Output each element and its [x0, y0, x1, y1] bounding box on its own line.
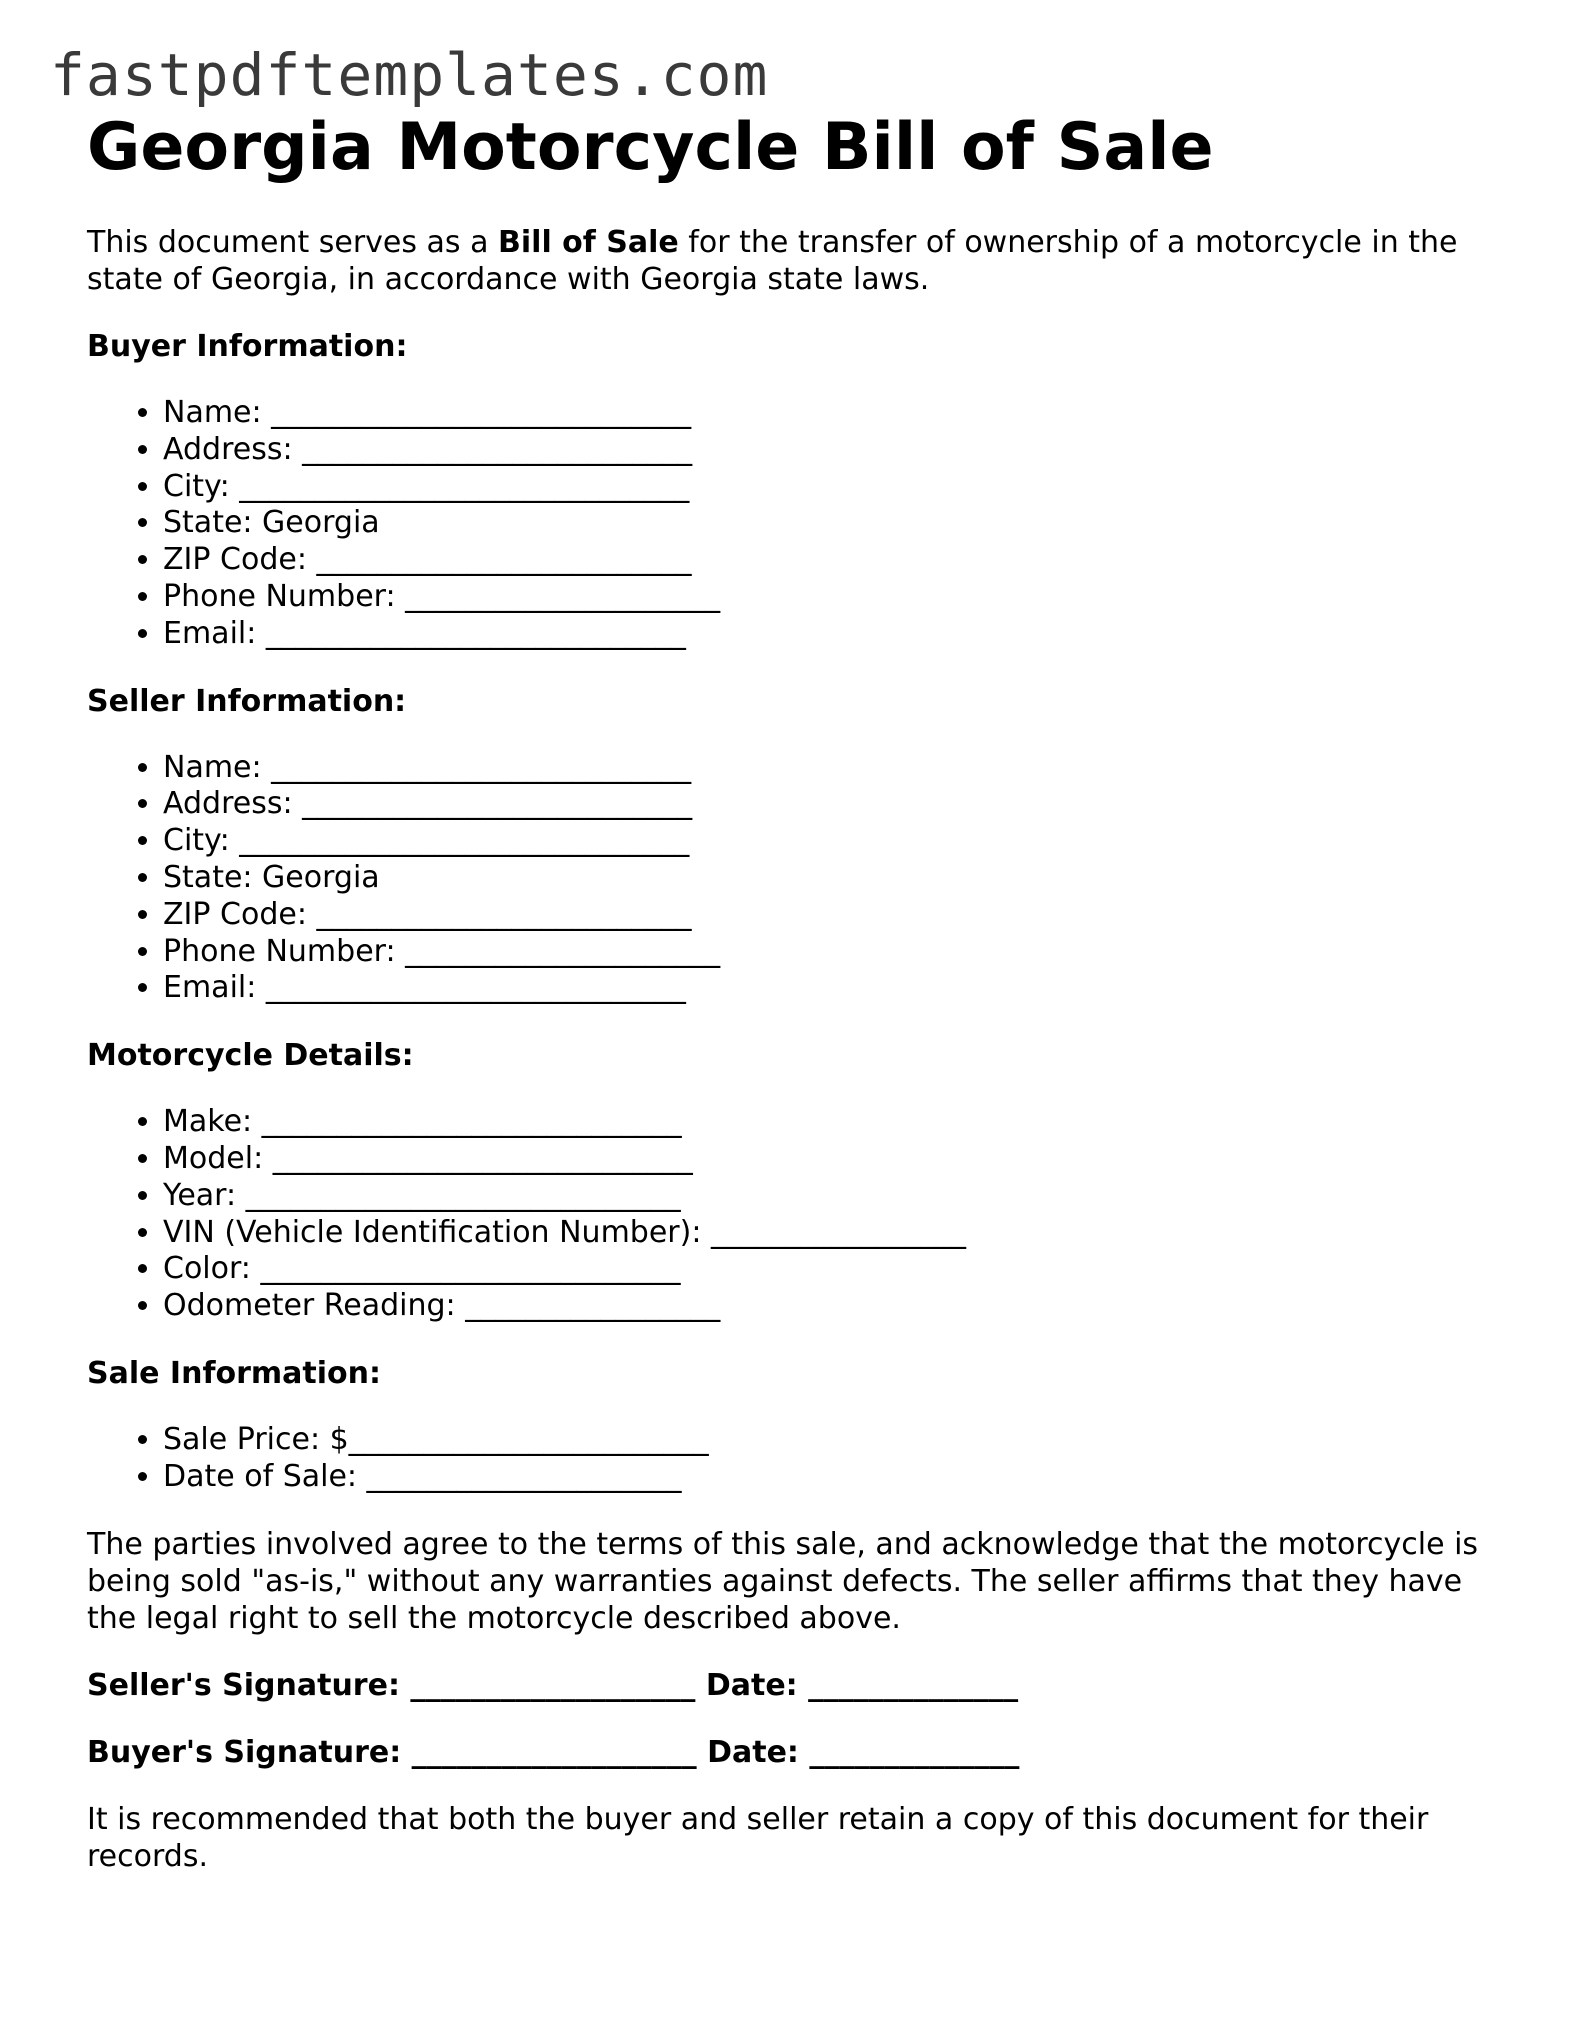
sale-section-heading: Sale Information:	[87, 1355, 381, 1391]
intro-bold-text: Bill of Sale	[498, 225, 679, 260]
buyer-section-heading: Buyer Information:	[87, 329, 408, 364]
motorcycle-field-list	[87, 1104, 1487, 1325]
seller-name-field: • Name: ____________________________	[163, 750, 1487, 787]
seller-section-heading: Seller Information:	[87, 683, 407, 719]
document-title: Georgia Motorcycle Bill of Sale	[87, 110, 1214, 185]
buyer-name-field: • Name: ____________________________	[163, 395, 1487, 432]
buyer-address-field: • Address: __________________________	[163, 432, 1487, 469]
seller-address-field: • Address: __________________________	[163, 786, 1487, 823]
sale-date-field: • Date of Sale: _____________________	[163, 1459, 1487, 1496]
buyer-signature-line: Buyer's Signature: ___________________ Date: ______________	[87, 1734, 1020, 1770]
motorcycle-color-field: • Color: ____________________________	[163, 1251, 1487, 1288]
seller-signature-line: Seller's Signature: ___________________ Date: ______________	[87, 1667, 1019, 1703]
buyer-phone-field: • Phone Number: _____________________	[163, 579, 1487, 616]
records-note: It is recommended that both the buyer and seller retain a copy of this document for their records.	[87, 1801, 1429, 1874]
buyer-email-field: • Email: ____________________________	[163, 616, 1487, 653]
seller-state-field: • State: Georgia	[163, 860, 1487, 897]
intro-text-start: This document serves as a	[87, 225, 499, 260]
buyer-field-list	[87, 395, 1487, 653]
sale-field-list	[87, 1422, 1487, 1496]
buyer-city-field: • City: ______________________________	[163, 469, 1487, 506]
sale-price-field: • Sale Price: $________________________	[163, 1422, 1487, 1459]
buyer-state-field: • State: Georgia	[163, 505, 1487, 542]
watermark-text: fastpdftemplates.com	[50, 41, 769, 109]
intro-paragraph	[87, 224, 1487, 298]
motorcycle-year-field: • Year: _____________________________	[163, 1178, 1487, 1215]
intro-text-end: for the transfer of ownership of a motorcycle in the state of Georgia, in accordance with Georgia state laws.	[87, 225, 1458, 297]
seller-field-list	[87, 750, 1487, 1008]
seller-phone-field: • Phone Number: _____________________	[163, 934, 1487, 971]
motorcycle-section-heading: Motorcycle Details:	[87, 1038, 414, 1074]
seller-city-field: • City: ______________________________	[163, 823, 1487, 860]
seller-zip-field: • ZIP Code: _________________________	[163, 897, 1487, 934]
motorcycle-make-field: • Make: ____________________________	[163, 1104, 1487, 1141]
document-body	[87, 108, 1487, 1875]
seller-email-field: • Email: ____________________________	[163, 970, 1487, 1007]
terms-paragraph: The parties involved agree to the terms of this sale, and acknowledge that the motorcycle is being sold "as-is," without any warranties against defects. The seller affirms that they have the legal right to sell the motorcycle described above.	[87, 1526, 1479, 1636]
motorcycle-model-field: • Model: ____________________________	[163, 1141, 1487, 1178]
motorcycle-odometer-field: • Odometer Reading: _________________	[163, 1288, 1487, 1325]
motorcycle-vin-field: • VIN (Vehicle Identification Number): _________________	[163, 1215, 1487, 1252]
buyer-zip-field: • ZIP Code: _________________________	[163, 542, 1487, 579]
